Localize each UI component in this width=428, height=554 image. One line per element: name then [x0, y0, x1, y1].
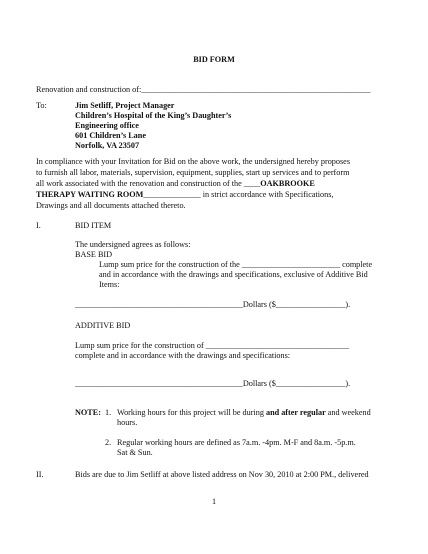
note-item-1-number: 1. [105, 408, 112, 417]
compliance-line-4: THERAPY WAITING ROOM______________ in strict accordance with Specifications, [36, 190, 334, 199]
note-item-2-line-2: Sat & Sun. [117, 448, 153, 457]
renovation-line: Renovation and construction of:________________________________________________________ [36, 85, 371, 94]
section-1-heading: BID ITEM [75, 221, 112, 230]
agrees-line: The undersigned agrees as follows: [75, 240, 191, 249]
address-line-name: Jim Setliff, Project Manager [75, 101, 175, 110]
additive-bid-dollars: _________________________________________Dollars ($_________________). [75, 379, 351, 388]
additive-bid-line-1: Lump sum price for the construction of ___________________________________ [75, 341, 350, 350]
address-line-street: 601 Children’s Lane [75, 131, 146, 140]
note-item-2-line-1: Regular working hours are defined as 7a.m. -4pm. M-F and 8a.m. -5p.m. [117, 438, 356, 447]
note-label: NOTE: [75, 408, 101, 417]
compliance-line-1: In compliance with your Invitation for Bid on the above work, the undersigned hereby proposes [36, 157, 351, 166]
base-bid-label: BASE BID [75, 250, 113, 259]
base-bid-line-1: Lump sum price for the construction of the ________________________ complete [99, 260, 373, 269]
note-item-1-line-1: Working hours for this project will be during and after regular and weekend [117, 408, 371, 417]
compliance-line-5: Drawings and all documents attached thereto. [36, 201, 186, 210]
project-name-part-2: THERAPY WAITING ROOM [36, 190, 144, 199]
project-name-part-1: OAKBROOKE [260, 179, 315, 188]
note-item-1-line-2: hours. [117, 418, 138, 427]
section-1-numeral: I. [36, 221, 41, 230]
page-title: BID FORM [193, 55, 235, 64]
page-number: 1 [211, 497, 217, 506]
base-bid-dollars: _________________________________________Dollars ($_________________). [75, 300, 351, 309]
compliance-line-2: to furnish all labor, materials, supervision, equipment, supplies, start up services and to perform [36, 168, 350, 177]
additive-bid-line-2: complete and in accordance with the drawings and specifications: [75, 351, 291, 360]
base-bid-line-2: and in accordance with the drawings and specifications, exclusive of Additive Bid [99, 270, 368, 279]
address-line-dept: Engineering office [75, 121, 139, 130]
section-2-numeral: II. [36, 470, 44, 479]
compliance-line-3: all work associated with the renovation and construction of the ____OAKBROOKE [36, 179, 315, 188]
additive-bid-label: ADDITIVE BID [75, 321, 131, 330]
address-line-org: Children’s Hospital of the King’s Daughter’s [75, 111, 232, 120]
base-bid-line-3: Items: [99, 280, 120, 289]
section-2-text: Bids are due to Jim Setliff at above listed address on Nov 30, 2010 at 2:00 PM., delivered [75, 470, 369, 479]
address-line-city: Norfolk, VA 23507 [75, 141, 140, 150]
to-label: To: [36, 101, 47, 110]
note-item-2-number: 2. [105, 438, 112, 447]
